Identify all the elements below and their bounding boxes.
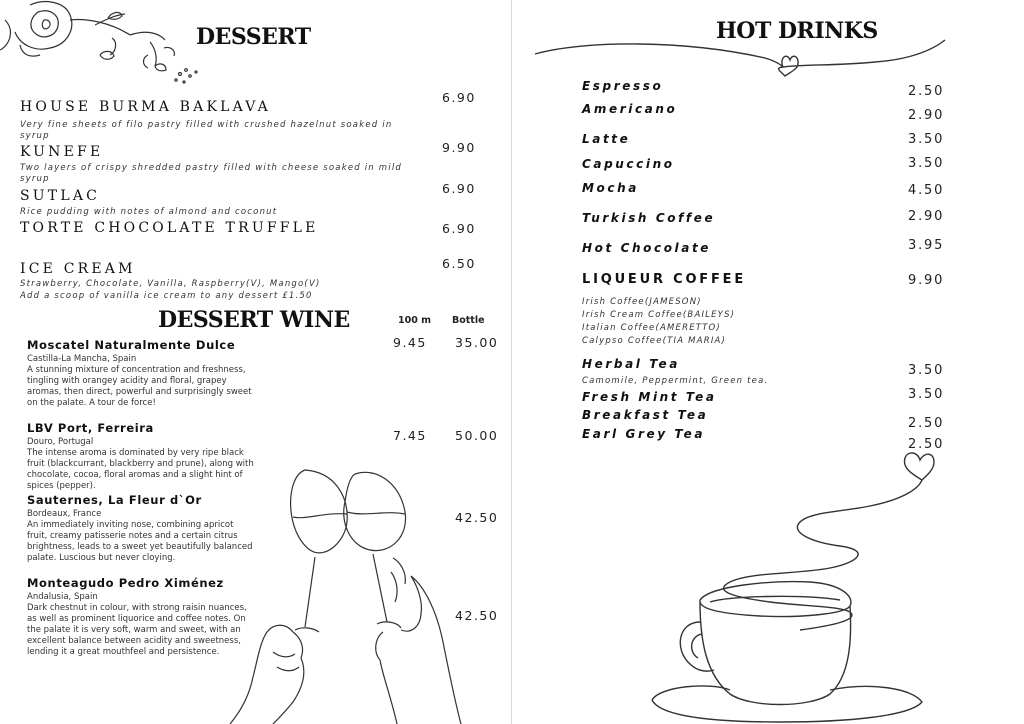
hot-drink-price: 3.95 (908, 238, 945, 253)
wine-item-bottle-price: 35.00 (455, 335, 499, 350)
hot-drink-price: 4.50 (908, 183, 945, 198)
wine-item-bottle-price: 42.50 (455, 510, 499, 525)
tea-price: 2.50 (908, 416, 945, 431)
dessert-title: DESSERT (196, 24, 311, 50)
tea-name: Earl Grey Tea (582, 427, 706, 441)
heart-icon (535, 34, 947, 80)
hot-drink-name: Mocha (582, 181, 639, 195)
hot-drink-name: Americano (582, 102, 678, 116)
wine-col-glass: 100 m (398, 315, 432, 326)
hot-drink-price: 2.90 (908, 209, 945, 224)
dessert-item-name: HOUSE BURMA BAKLAVA (20, 99, 271, 115)
rose-icon (0, 0, 210, 85)
liqueur-option: Italian Coffee(AMERETTO) (582, 323, 721, 333)
hot-drink-name: Espresso (582, 79, 664, 93)
liqueur-coffee-price: 9.90 (908, 273, 945, 288)
hot-drink-price: 3.50 (908, 132, 945, 147)
tea-price: 2.50 (908, 437, 945, 452)
hot-drink-price: 2.90 (908, 108, 945, 123)
wine-item-glass-price: 7.45 (393, 428, 427, 443)
dessert-item-name: ICE CREAM (20, 261, 136, 277)
hot-drink-name: Capuccino (582, 157, 675, 171)
dessert-item-name: TORTE CHOCOLATE TRUFFLE (20, 220, 319, 236)
wine-item-region: Douro, Portugal (27, 437, 94, 447)
dessert-item-price: 6.90 (442, 90, 476, 105)
wine-item-glass-price: 9.45 (393, 335, 427, 350)
wine-item-bottle-price: 42.50 (455, 608, 499, 623)
tea-name: Breakfast Tea (582, 408, 709, 422)
dessert-item-desc: Rice pudding with notes of almond and coconut (20, 207, 278, 217)
hot-drink-name: Latte (582, 132, 631, 146)
wine-glasses-icon (215, 462, 500, 724)
hot-drink-price: 3.50 (908, 156, 945, 171)
tea-name: Herbal Tea (582, 357, 680, 371)
liqueur-option: Irish Cream Coffee(BAILEYS) (582, 310, 736, 320)
wine-item-region: Bordeaux, France (27, 509, 102, 519)
dessert-item-note: Add a scoop of vanilla ice cream to any dessert £1.50 (20, 291, 313, 301)
dessert-item-price: 6.90 (442, 221, 476, 236)
tea-name: Fresh Mint Tea (582, 390, 717, 404)
tea-price: 3.50 (908, 363, 945, 378)
dessert-item-desc: Strawberry, Chocolate, Vanilla, Raspberry(V), Mango(V) (20, 279, 321, 289)
wine-item-region: Andalusia, Spain (27, 592, 98, 602)
liqueur-option: Irish Coffee(JAMESON) (582, 297, 702, 307)
dessert-wine-title: DESSERT WINE (158, 307, 350, 333)
tea-price: 3.50 (908, 387, 945, 402)
dessert-item-name: SUTLAC (20, 188, 101, 204)
hot-drink-name: Hot Chocolate (582, 241, 712, 255)
dessert-item-price: 9.90 (442, 140, 476, 155)
coffee-cup-icon (650, 450, 950, 724)
hot-drink-price: 2.50 (908, 84, 945, 99)
dessert-item-desc: Very fine sheets of filo pastry filled with crushed hazelnut soaked in syrup (20, 120, 393, 141)
wine-item-name: Moscatel Naturalmente Dulce (27, 338, 236, 352)
hot-drink-name: Turkish Coffee (582, 211, 716, 225)
dessert-item-price: 6.50 (442, 256, 476, 271)
wine-item-name: Sauternes, La Fleur d`Or (27, 493, 202, 507)
dessert-item-name: KUNEFE (20, 144, 104, 160)
wine-item-desc: The intense aroma is dominated by very ripe black fruit (blackcurrant, blackberry and prune), along with chocolate, cocoa, floral aromas and a slight hint of spices (pepper). (27, 448, 254, 491)
wine-item-name: Monteagudo Pedro Ximénez (27, 576, 224, 590)
liqueur-coffee-name: LIQUEUR COFFEE (582, 272, 747, 287)
dessert-item-price: 6.90 (442, 181, 476, 196)
wine-item-desc: A stunning mixture of concentration and freshness, tingling with orangey acidity and floral, grapey aromas, then direct, powerful and surprisingly sweet on the palate. A tour de force! (27, 365, 252, 408)
wine-col-bottle: Bottle (452, 315, 485, 326)
wine-item-desc: An immediately inviting nose, combining apricot fruit, creamy patisserie notes and a certain citrus brightness, leads to a sweet yet beautifully balanced palate. Luscious but never cloying. (27, 520, 253, 563)
wine-item-bottle-price: 50.00 (455, 428, 499, 443)
wine-item-region: Castilla-La Mancha, Spain (27, 354, 137, 364)
dessert-item-desc: Two layers of crispy shredded pastry filled with cheese soaked in mild syrup (20, 163, 402, 184)
wine-item-desc: Dark chestnut in colour, with strong raisin nuances, as well as prominent liquorice and coffee notes. On the palate it is very soft, warm and sweet, with an excellent balance between acidity and sweetness, lending it a great mouthfeel and persistence. (27, 603, 247, 657)
liqueur-option: Calypso Coffee(TIA MARIA) (582, 336, 727, 346)
page-divider (511, 0, 512, 724)
tea-note: Camomile, Peppermint, Green tea. (582, 376, 769, 386)
hot-drinks-title: HOT DRINKS (716, 18, 878, 44)
wine-item-name: LBV Port, Ferreira (27, 421, 154, 435)
